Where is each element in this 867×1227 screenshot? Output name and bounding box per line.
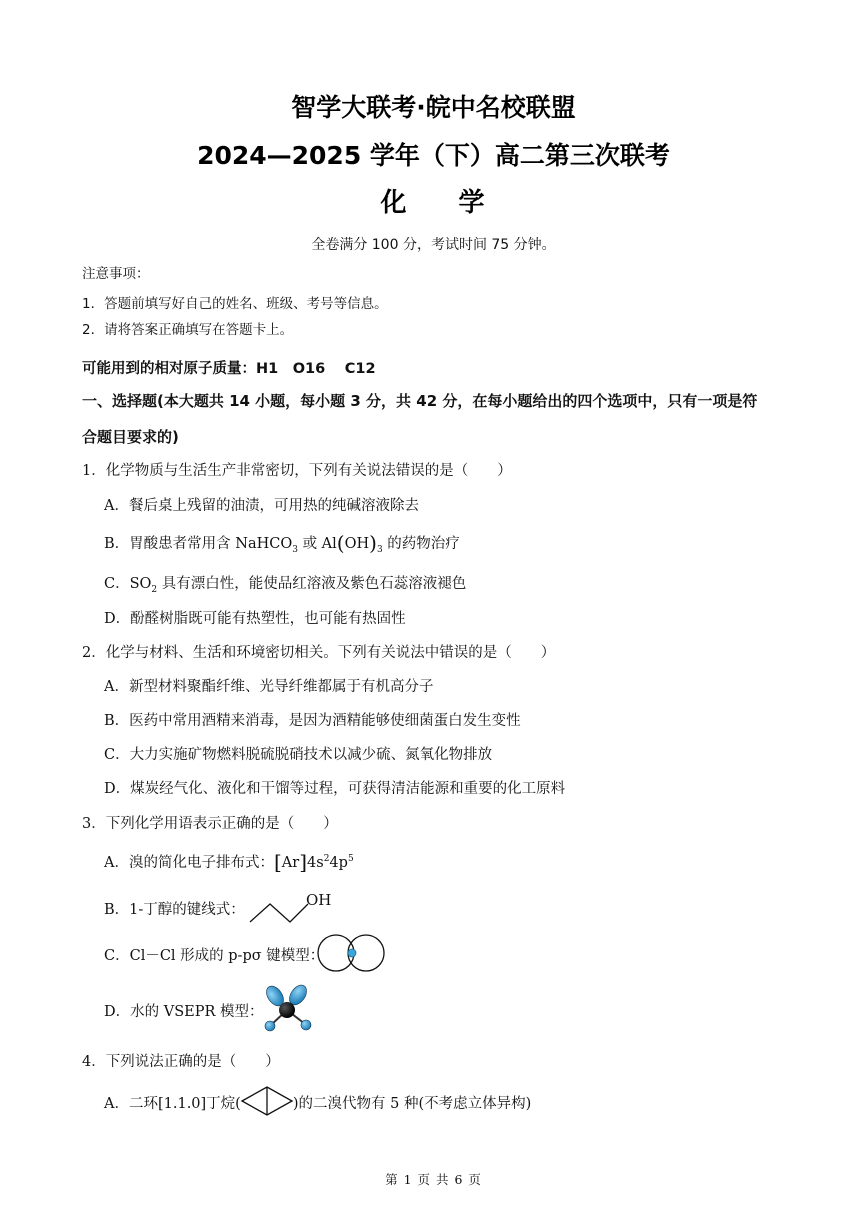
q1-option-c: C．$SO_2$ 具有漂白性，能使品红溶液及紫色石蕊溶液褪色 [104,576,467,595]
notice-heading: 注意事项： [82,266,150,282]
section1-heading-line2: 合题目要求的) [82,428,179,446]
q1-option-d: D．酚醛树脂既可能有热塑性，也可能有热固性 [104,611,406,627]
q1-option-b: B．胃酸患者常用含 NaHCO$_3$ 或 $Al(OH)_3$ 的药物治疗 [104,531,460,555]
q2-option-d: D．煤炭经气化、液化和干馏等过程，可获得清洁能源和重要的化工原料 [104,781,566,797]
q3-option-a: A．溴的简化电子排布式：$[Ar]4s^24p^5$ [104,850,354,874]
subject-title [0,182,867,219]
q1-option-a: A．餐后桌上残留的油渍，可用热的纯碱溶液除去 [104,498,419,514]
exam-info: 全卷满分 100 分，考试时间 75 分钟。 [311,237,556,253]
q3-option-b: B．1-丁醇的键线式： [104,902,245,918]
atomic-mass-line: 可能用到的相对原子质量：H1 O16 C12 [82,361,376,377]
butanol-oh-label: OH [306,891,332,909]
notice-item-1: 1．答题前填写好自己的姓名、班级、考号等信息。 [82,296,388,312]
p-p-sigma-bond-model [314,930,390,976]
page-footer: 第 1 页 共 6 页 [385,1172,482,1187]
exam-title-line2: 2024—2025 学年（下）高二第三次联考 [197,141,670,170]
subject-char2: 学 [458,188,487,218]
notice-item-2: 2．请将答案正确填写在答题卡上。 [82,322,294,338]
q3-option-c: C．Cl－Cl 形成的 p-pσ 键模型： [104,948,325,964]
section1-heading-line1: 一、选择题(本大题共 14 小题，每小题 3 分，共 42 分，在每小题给出的四个选项中，只有一项是符 [82,392,758,410]
q2-option-c: C．大力实施矿物燃料脱硫脱硝技术以减少硫、氮氧化物排放 [104,747,493,763]
exam-title-line1: 智学大联考·皖中名校联盟 [291,93,576,122]
q3-stem: 3．下列化学用语表示正确的是（ ） [82,816,338,832]
q2-stem: 2．化学与材料、生活和环境密切相关。下列有关说法中错误的是（ ） [82,645,556,661]
q2-option-b: B．医药中常用酒精来消毒，是因为酒精能够使细菌蛋白发生变性 [104,713,521,729]
q1-stem: 1．化学物质与生活生产非常密切，下列有关说法错误的是（ ） [82,463,512,479]
q4-option-a: A．二环[1.1.0]丁烷( )的二溴代物有 5 种(不考虑立体异构) [104,1096,532,1112]
subject-char1: 化 [380,188,409,218]
water-vsepr-model [258,980,322,1036]
q4-stem: 4．下列说法正确的是（ ） [82,1054,280,1070]
bicyclobutane-structure [240,1085,294,1117]
q2-option-a: A．新型材料聚酯纤维、光导纤维都属于有机高分子 [104,679,434,695]
q3-option-d: D．水的 VSEPR 模型： [104,1004,264,1020]
